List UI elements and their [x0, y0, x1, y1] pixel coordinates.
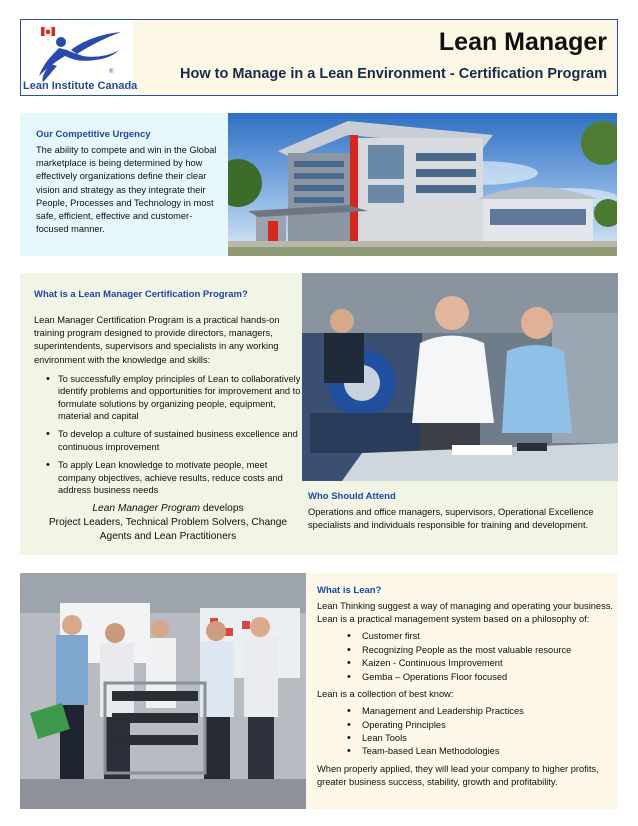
list-item: • Gemba – Operations Floor focused — [347, 671, 613, 684]
urgency-body: The ability to compete and win in the Global marketplace is being determined by how effectively organizations define their clear vision and strategy as they integrate their People, Processes and Technology in most safe, efficient, effective and customer-focused manner. — [36, 145, 217, 235]
attend-block — [308, 491, 614, 532]
building-photo — [228, 113, 617, 256]
list-item: • Kaizen - Continuous Improvement — [347, 657, 613, 670]
attend-body: Operations and office managers, supervisors, Operational Excellence specialists and individuals responsible for training and development. — [308, 507, 594, 531]
urgency-heading: Our Competitive Urgency — [36, 129, 151, 140]
lean-closing: When properly applied, they will lead your company to higher profits, greater business success, stability, growth and profitability. — [317, 763, 599, 788]
page-subtitle: How to Manage in a Lean Environment - Certification Program — [180, 66, 607, 82]
develops-word: develops — [199, 503, 244, 515]
header-banner — [20, 19, 618, 96]
lean-section — [20, 573, 618, 809]
list-item: • Lean Tools — [347, 732, 613, 745]
develops-roles: Project Leaders, Technical Problem Solvers, Change Agents and Lean Practitioners — [48, 517, 288, 543]
list-item: • Recognizing People as the most valuable resource — [347, 644, 613, 657]
develops-statement — [34, 502, 302, 544]
list-item: • To successfully employ principles of Lean to collaboratively identify problems and opportunities for improvement and to formulate solutions by organizing people, equipment, material and capital — [46, 373, 302, 423]
list-item: • To apply Lean knowledge to motivate people, meet company objectives, achieve results, reduce costs and address business needs — [46, 459, 302, 496]
certification-heading: What is a Lean Manager Certification Program? — [34, 289, 248, 300]
list-item: • To develop a culture of sustained business excellence and continuous improvement — [46, 428, 302, 453]
certification-text — [34, 289, 302, 544]
collection-list — [347, 705, 613, 759]
list-item: • Management and Leadership Practices — [347, 705, 613, 718]
attend-heading: Who Should Attend — [308, 491, 396, 502]
certification-bullet-list — [46, 373, 302, 497]
list-item: • Team-based Lean Methodologies — [347, 745, 613, 758]
svg-text:®: ® — [109, 69, 114, 75]
lean-text — [317, 585, 613, 789]
program-name-italic: Lean Manager Program — [92, 503, 200, 515]
lean-intro: Lean Thinking suggest a way of managing and operating your business. Lean is a practical management system based on a philosophy of: — [317, 601, 613, 625]
list-item: • Customer first — [347, 630, 613, 643]
urgency-section — [20, 113, 618, 256]
logo-text: Lean Institute Canada — [23, 80, 138, 92]
page-title: Lean Manager — [438, 28, 607, 56]
certification-intro: Lean Manager Certification Program is a practical hands-on training program designed to provide directors, managers, superintendents, supervisors and specialists in any working environment with the knowledge and skills: — [34, 315, 280, 365]
certification-section — [20, 273, 618, 555]
philosophy-list — [347, 630, 613, 684]
engineers-photo — [302, 273, 618, 481]
collection-intro: Lean is a collection of best know: — [317, 689, 454, 700]
gemba-team-photo — [20, 573, 306, 809]
lean-heading: What is Lean? — [317, 585, 382, 596]
list-item: • Operating Principles — [347, 719, 613, 732]
urgency-text-panel — [20, 113, 228, 256]
